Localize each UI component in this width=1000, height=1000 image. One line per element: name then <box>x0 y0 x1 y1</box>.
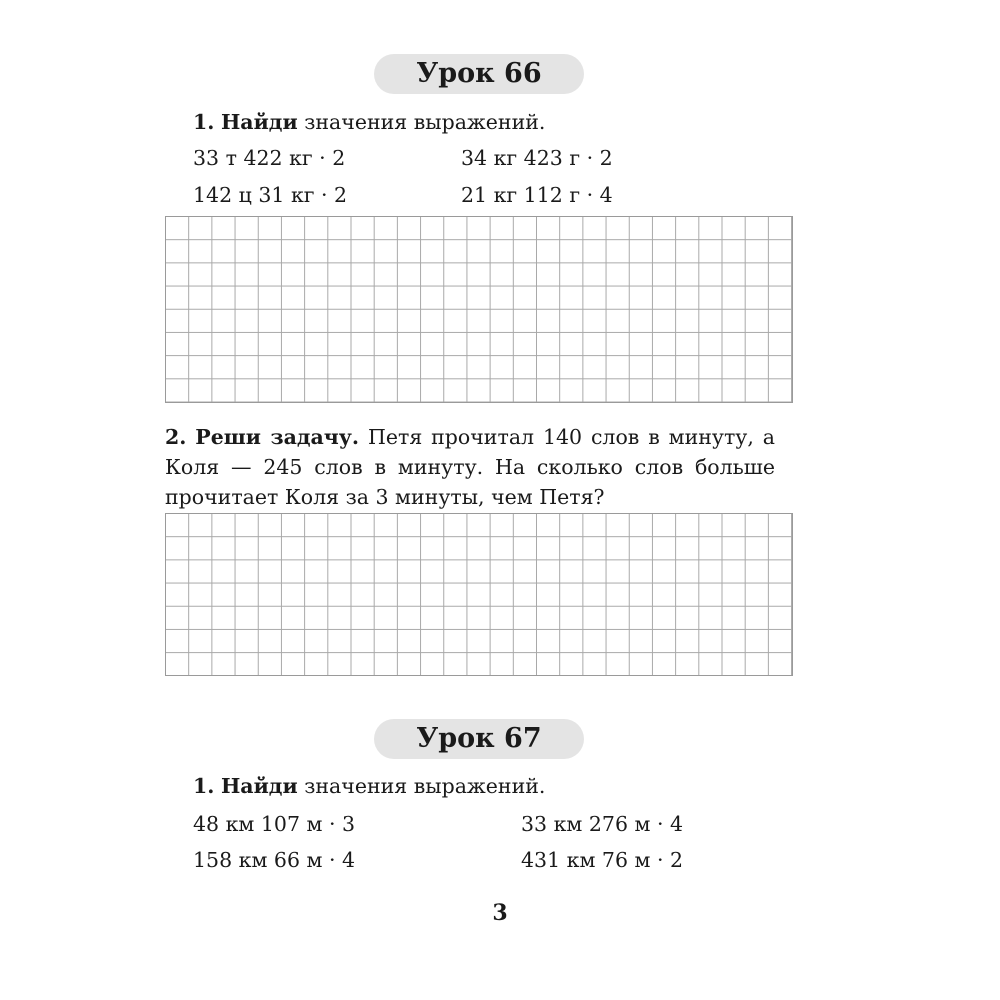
expression: 34 кг 423 г · 2 <box>461 146 613 170</box>
lesson-66-task-1-heading <box>193 110 545 134</box>
task-text: Петя прочитал 140 слов в минуту, а Коля — 245 слов в минуту. На сколько слов больше прочитает Коля за 3 минуты, чем Петя? <box>165 425 775 509</box>
expression: 48 км 107 м · 3 <box>193 812 356 836</box>
task-number: 2. <box>165 425 187 449</box>
lesson-67-task-1-heading <box>193 774 545 798</box>
task-text: значения выражений. <box>304 774 546 798</box>
task-verb: Найди <box>220 110 298 134</box>
lesson-67-title: Урок 67 <box>374 719 584 759</box>
expression: 142 ц 31 кг · 2 <box>193 183 348 207</box>
task-number: 1. <box>193 774 215 798</box>
task-verb: Найди <box>220 774 298 798</box>
answer-grid-task-1[interactable] <box>165 216 793 403</box>
expression: 431 км 76 м · 2 <box>521 848 684 872</box>
expression: 21 кг 112 г · 4 <box>461 183 613 207</box>
task-number: 1. <box>193 110 215 134</box>
lesson-66-task-2 <box>165 422 775 512</box>
page-number: 3 <box>492 900 508 926</box>
expression: 33 км 276 м · 4 <box>521 812 684 836</box>
task-text: значения выражений. <box>304 110 546 134</box>
lesson-66-title: Урок 66 <box>374 54 584 94</box>
answer-grid-task-2[interactable] <box>165 513 793 676</box>
expression: 33 т 422 кг · 2 <box>193 146 346 170</box>
task-verb: Реши задачу. <box>195 425 360 449</box>
expression: 158 км 66 м · 4 <box>193 848 356 872</box>
